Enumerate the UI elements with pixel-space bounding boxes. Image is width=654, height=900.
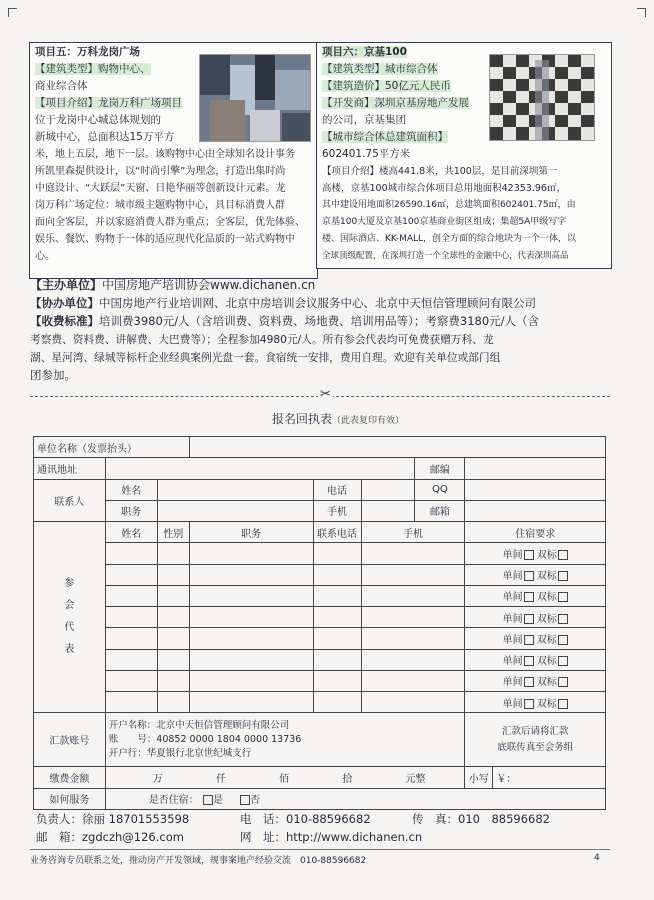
project-five-line: 位于龙岗中心城总体规划的: [35, 114, 161, 126]
lodging-no-checkbox[interactable]: [240, 795, 250, 805]
footer-bottom-line: 业务咨询专员联系之处，推动房产开发领域，规事案地产经验交流 010-88596682: [30, 856, 367, 866]
project-five-line: 中庭设计、“大跃层”天窗、日艳华丽等创新设计元素。龙: [35, 183, 286, 194]
mobile-label: 手机: [313, 500, 361, 521]
project-five-line: 面向全客层，并以家庭消费人群为重点；全客层，优先体验、: [35, 217, 305, 228]
attendee-mobile-field[interactable]: [361, 670, 465, 691]
address-field[interactable]: [105, 458, 415, 479]
attendee-phone-field[interactable]: [313, 670, 361, 691]
attendee-name-field[interactable]: [105, 649, 157, 670]
form-title: 报名回执表（此表复印有效）: [272, 412, 405, 426]
footer-email: 邮 箱：zgdczh@126.com: [36, 830, 184, 844]
fee-line: 考察费、资料费、讲解费、大巴费等）；全程参加4980元/人。所有参会代表均可免费获赠万科、龙: [30, 333, 494, 346]
double-checkbox[interactable]: [558, 550, 568, 560]
attendee-mobile-field[interactable]: [361, 607, 465, 628]
attendee-gender-field[interactable]: [157, 670, 189, 691]
postcode-field[interactable]: [465, 458, 606, 479]
double-checkbox[interactable]: [558, 656, 568, 666]
phone-field[interactable]: [361, 479, 415, 500]
attendee-mobile-field[interactable]: [361, 649, 465, 670]
attendee-phone-field[interactable]: [313, 564, 361, 585]
lodging-yes-checkbox[interactable]: [203, 795, 213, 805]
attendee-row: [34, 607, 606, 628]
service-label: 如何服务: [34, 788, 106, 809]
phone-label: 电话: [313, 479, 361, 500]
co-organizer-line: 【协办单位】中国房地产行业培训网、北京中房培训会议服务中心、北京中天恒信管理顾问有限公司: [30, 296, 536, 310]
attendee-position-field[interactable]: [189, 585, 313, 606]
footer-divider: [30, 849, 610, 850]
lodging-options: 单间 双标: [465, 670, 606, 691]
scissors-icon: ✂: [320, 387, 331, 402]
single-checkbox[interactable]: [524, 550, 534, 560]
project-five-line: 所凯里森提供设计，以“时尚引擎”为理念，打造出集时尚: [35, 166, 286, 177]
lodging-options: 单间 双标: [465, 607, 606, 628]
contact-position-label: 职务: [105, 500, 157, 521]
attendee-mobile-field[interactable]: [361, 692, 465, 713]
bank-account-number: 账 号：40852 0000 1804 0000 13736: [108, 733, 302, 745]
contact-label: 联系人: [34, 479, 106, 522]
project-five-line: 【项目介绍】龙岗万科广场项目: [35, 97, 182, 109]
attendee-mobile-field[interactable]: [361, 585, 465, 606]
qq-label: QQ: [415, 479, 465, 500]
footer-web: 网 址：http://www.dichanen.cn: [240, 830, 423, 844]
attendee-row: [34, 564, 606, 585]
lodging-options: 单间 双标: [465, 564, 606, 585]
col-phone: 联系电话: [313, 522, 361, 543]
attendee-position-field[interactable]: [189, 607, 313, 628]
attendee-phone-field[interactable]: [313, 692, 361, 713]
attendee-phone-field[interactable]: [313, 585, 361, 606]
lodging-options: 单间 双标: [465, 543, 606, 564]
project-six-line: 602401.75平方米: [322, 148, 411, 160]
crop-mark: [637, 8, 646, 17]
attendee-label: 参 会 代 表: [34, 522, 106, 713]
lodging-options: 单间 双标: [465, 649, 606, 670]
unit-name-field[interactable]: [189, 437, 605, 458]
attendee-position-field[interactable]: [189, 564, 313, 585]
project-five-line: 【建筑类型】购物中心、: [35, 63, 151, 75]
project-six-line: 的公司，京基集团: [322, 114, 406, 126]
attendee-mobile-field[interactable]: [361, 628, 465, 649]
address-label: 通讯地址: [34, 458, 106, 479]
amount-field[interactable]: 万 仟 佰 拾 元整: [105, 767, 465, 788]
project-five-line: 新城中心，总面积达15万平方: [35, 131, 175, 143]
project-six-line: 其中建设用地面积26590.16㎡，总建筑面积602401.75㎡，由: [322, 200, 576, 210]
attendee-name-field[interactable]: [105, 692, 157, 713]
attendee-phone-field[interactable]: [313, 543, 361, 564]
attendee-position-field[interactable]: [189, 692, 313, 713]
single-checkbox[interactable]: [524, 592, 534, 602]
single-checkbox[interactable]: [524, 677, 534, 687]
bank-branch: 开户行：华夏银行北京世纪城支行: [108, 747, 252, 759]
amount-label: 缴费金额: [34, 767, 106, 788]
attendee-gender-field[interactable]: [157, 585, 189, 606]
attendee-name-field[interactable]: [105, 670, 157, 691]
attendee-gender-field[interactable]: [157, 649, 189, 670]
lodging-options: 单间 双标: [465, 628, 606, 649]
attendee-gender-field[interactable]: [157, 543, 189, 564]
project-five-line: 娱乐、餐饮、购物于一体的适应现代化品质的一站式购物中: [35, 234, 295, 245]
attendee-name-field[interactable]: [105, 607, 157, 628]
fee-line: 湖、星河湾、绿城等标杆企业经典案例光盘一套。食宿统一安排，费用自理。欢迎有关单位或部门组: [30, 351, 501, 364]
attendee-name-field[interactable]: [105, 543, 157, 564]
attendee-phone-field[interactable]: [313, 628, 361, 649]
amount-small-label: 小写: [465, 767, 493, 788]
footer-fax: 传 真：010 88596682: [412, 812, 550, 826]
project-six-line: 【城市综合体总建筑面积】: [322, 131, 448, 143]
project-five-title: 项目五：万科龙岗广场: [35, 46, 140, 58]
email-label: 邮箱: [415, 500, 465, 521]
attendee-position-field[interactable]: [189, 649, 313, 670]
attendee-gender-field[interactable]: [157, 607, 189, 628]
project-six-line: 【项目介绍】楼高441.8米，共100层，是目前深圳第一: [322, 166, 558, 177]
registration-form: [33, 436, 606, 810]
postcode-label: 邮编: [415, 458, 465, 479]
email-field[interactable]: [465, 500, 606, 521]
fee-line: 【收费标准】培训费3980元/人（含培训费、资料费、场地费、培训用品等）；考察费3180元/人（含: [30, 314, 540, 328]
project-six-line: 高楼，京基100城市综合体项目总用地面积42353.96㎡，: [322, 183, 566, 194]
project-six-line: 【建筑造价】50亿元人民币: [322, 80, 451, 92]
attendee-row: [34, 585, 606, 606]
attendee-gender-field[interactable]: [157, 564, 189, 585]
attendee-gender-field[interactable]: [157, 628, 189, 649]
single-checkbox[interactable]: [524, 635, 534, 645]
footer-contact: 负责人：徐丽 18701553598: [36, 812, 190, 826]
project-six-line: 【开发商】深圳京基房地产发展: [322, 97, 469, 109]
attendee-row: [34, 692, 606, 713]
fee-line: 团参加。: [30, 368, 76, 382]
single-checkbox[interactable]: [524, 656, 534, 666]
double-checkbox[interactable]: [558, 571, 568, 581]
project-five-line: 米，地上五层，地下一层。该购物中心由全球知名设计事务: [35, 149, 295, 160]
double-checkbox[interactable]: [558, 635, 568, 645]
attendee-row: [34, 670, 606, 691]
organizer-line: 【主办单位】中国房地产培训协会www.dichanen.cn: [30, 278, 316, 292]
footer-phone: 电 话：010-88596682: [240, 812, 371, 826]
col-position: 职务: [189, 522, 313, 543]
project-six-line: 【建筑类型】城市综合体: [322, 63, 438, 75]
attendee-position-field[interactable]: [189, 670, 313, 691]
crop-mark: [8, 8, 17, 17]
project-five-line: 岗万科广场定位：城市级主题购物中心，具目标消费人群: [35, 200, 285, 211]
attendee-row: [34, 543, 606, 564]
contact-name-field[interactable]: [157, 479, 313, 500]
double-checkbox[interactable]: [558, 677, 568, 687]
project-six-photo: [489, 54, 595, 141]
attendee-phone-field[interactable]: [313, 607, 361, 628]
single-checkbox[interactable]: [524, 614, 534, 624]
col-lodging: 住宿要求: [465, 522, 606, 543]
lodging-options: 单间 双标: [465, 585, 606, 606]
attendee-row: [34, 628, 606, 649]
unit-name-label: 单位名称（发票抬头）: [34, 437, 190, 458]
project-five-box: [29, 42, 318, 279]
contact-position-field[interactable]: [157, 500, 313, 521]
bank-note: 汇款后请将汇款 底联传真至会务组: [465, 713, 606, 767]
double-checkbox[interactable]: [558, 592, 568, 602]
attendee-name-field[interactable]: [105, 564, 157, 585]
project-five-line: 商业综合体: [35, 80, 88, 92]
project-five-photo: [199, 54, 311, 142]
attendee-name-field[interactable]: [105, 628, 157, 649]
lodging-options: 单间 双标: [465, 692, 606, 713]
project-six-title: 项目六：京基100: [322, 46, 407, 58]
qq-field[interactable]: [465, 479, 606, 500]
contact-name-label: 姓名: [105, 479, 157, 500]
bank-details: [105, 713, 465, 767]
amount-small-field[interactable]: ￥：: [493, 767, 606, 788]
page-number: 4: [594, 853, 600, 863]
bank-label: 汇款账号: [34, 713, 106, 767]
single-checkbox[interactable]: [524, 571, 534, 581]
project-six-line: 京基100大厦及京基100京基商业街区组成；集超5A甲级写字: [322, 217, 567, 227]
attendee-phone-field[interactable]: [313, 649, 361, 670]
project-five-line: 心。: [35, 251, 55, 262]
single-checkbox[interactable]: [524, 699, 534, 709]
mobile-field[interactable]: [361, 500, 415, 521]
attendee-mobile-field[interactable]: [361, 543, 465, 564]
attendee-gender-field[interactable]: [157, 692, 189, 713]
attendee-position-field[interactable]: [189, 543, 313, 564]
attendee-row: [34, 649, 606, 670]
col-gender: 性别: [157, 522, 189, 543]
double-checkbox[interactable]: [558, 699, 568, 709]
attendee-name-field[interactable]: [105, 585, 157, 606]
project-six-line: 全球顶级配置，在深圳打造一个全球性的金融中心，代表深圳高品: [322, 251, 569, 261]
attendee-mobile-field[interactable]: [361, 564, 465, 585]
service-field: 是否住宿： 是 否: [105, 788, 605, 809]
double-checkbox[interactable]: [558, 614, 568, 624]
bank-account-name: 开户名称：北京中天恒信管理顾问有限公司: [108, 719, 290, 731]
attendee-position-field[interactable]: [189, 628, 313, 649]
project-six-line: 楼、国际酒店、KK-MALL，创全方面的综合地块为一个一体，以: [322, 234, 577, 244]
project-six-box: [316, 42, 612, 269]
col-mobile: 手机: [361, 522, 465, 543]
col-name: 姓名: [105, 522, 157, 543]
